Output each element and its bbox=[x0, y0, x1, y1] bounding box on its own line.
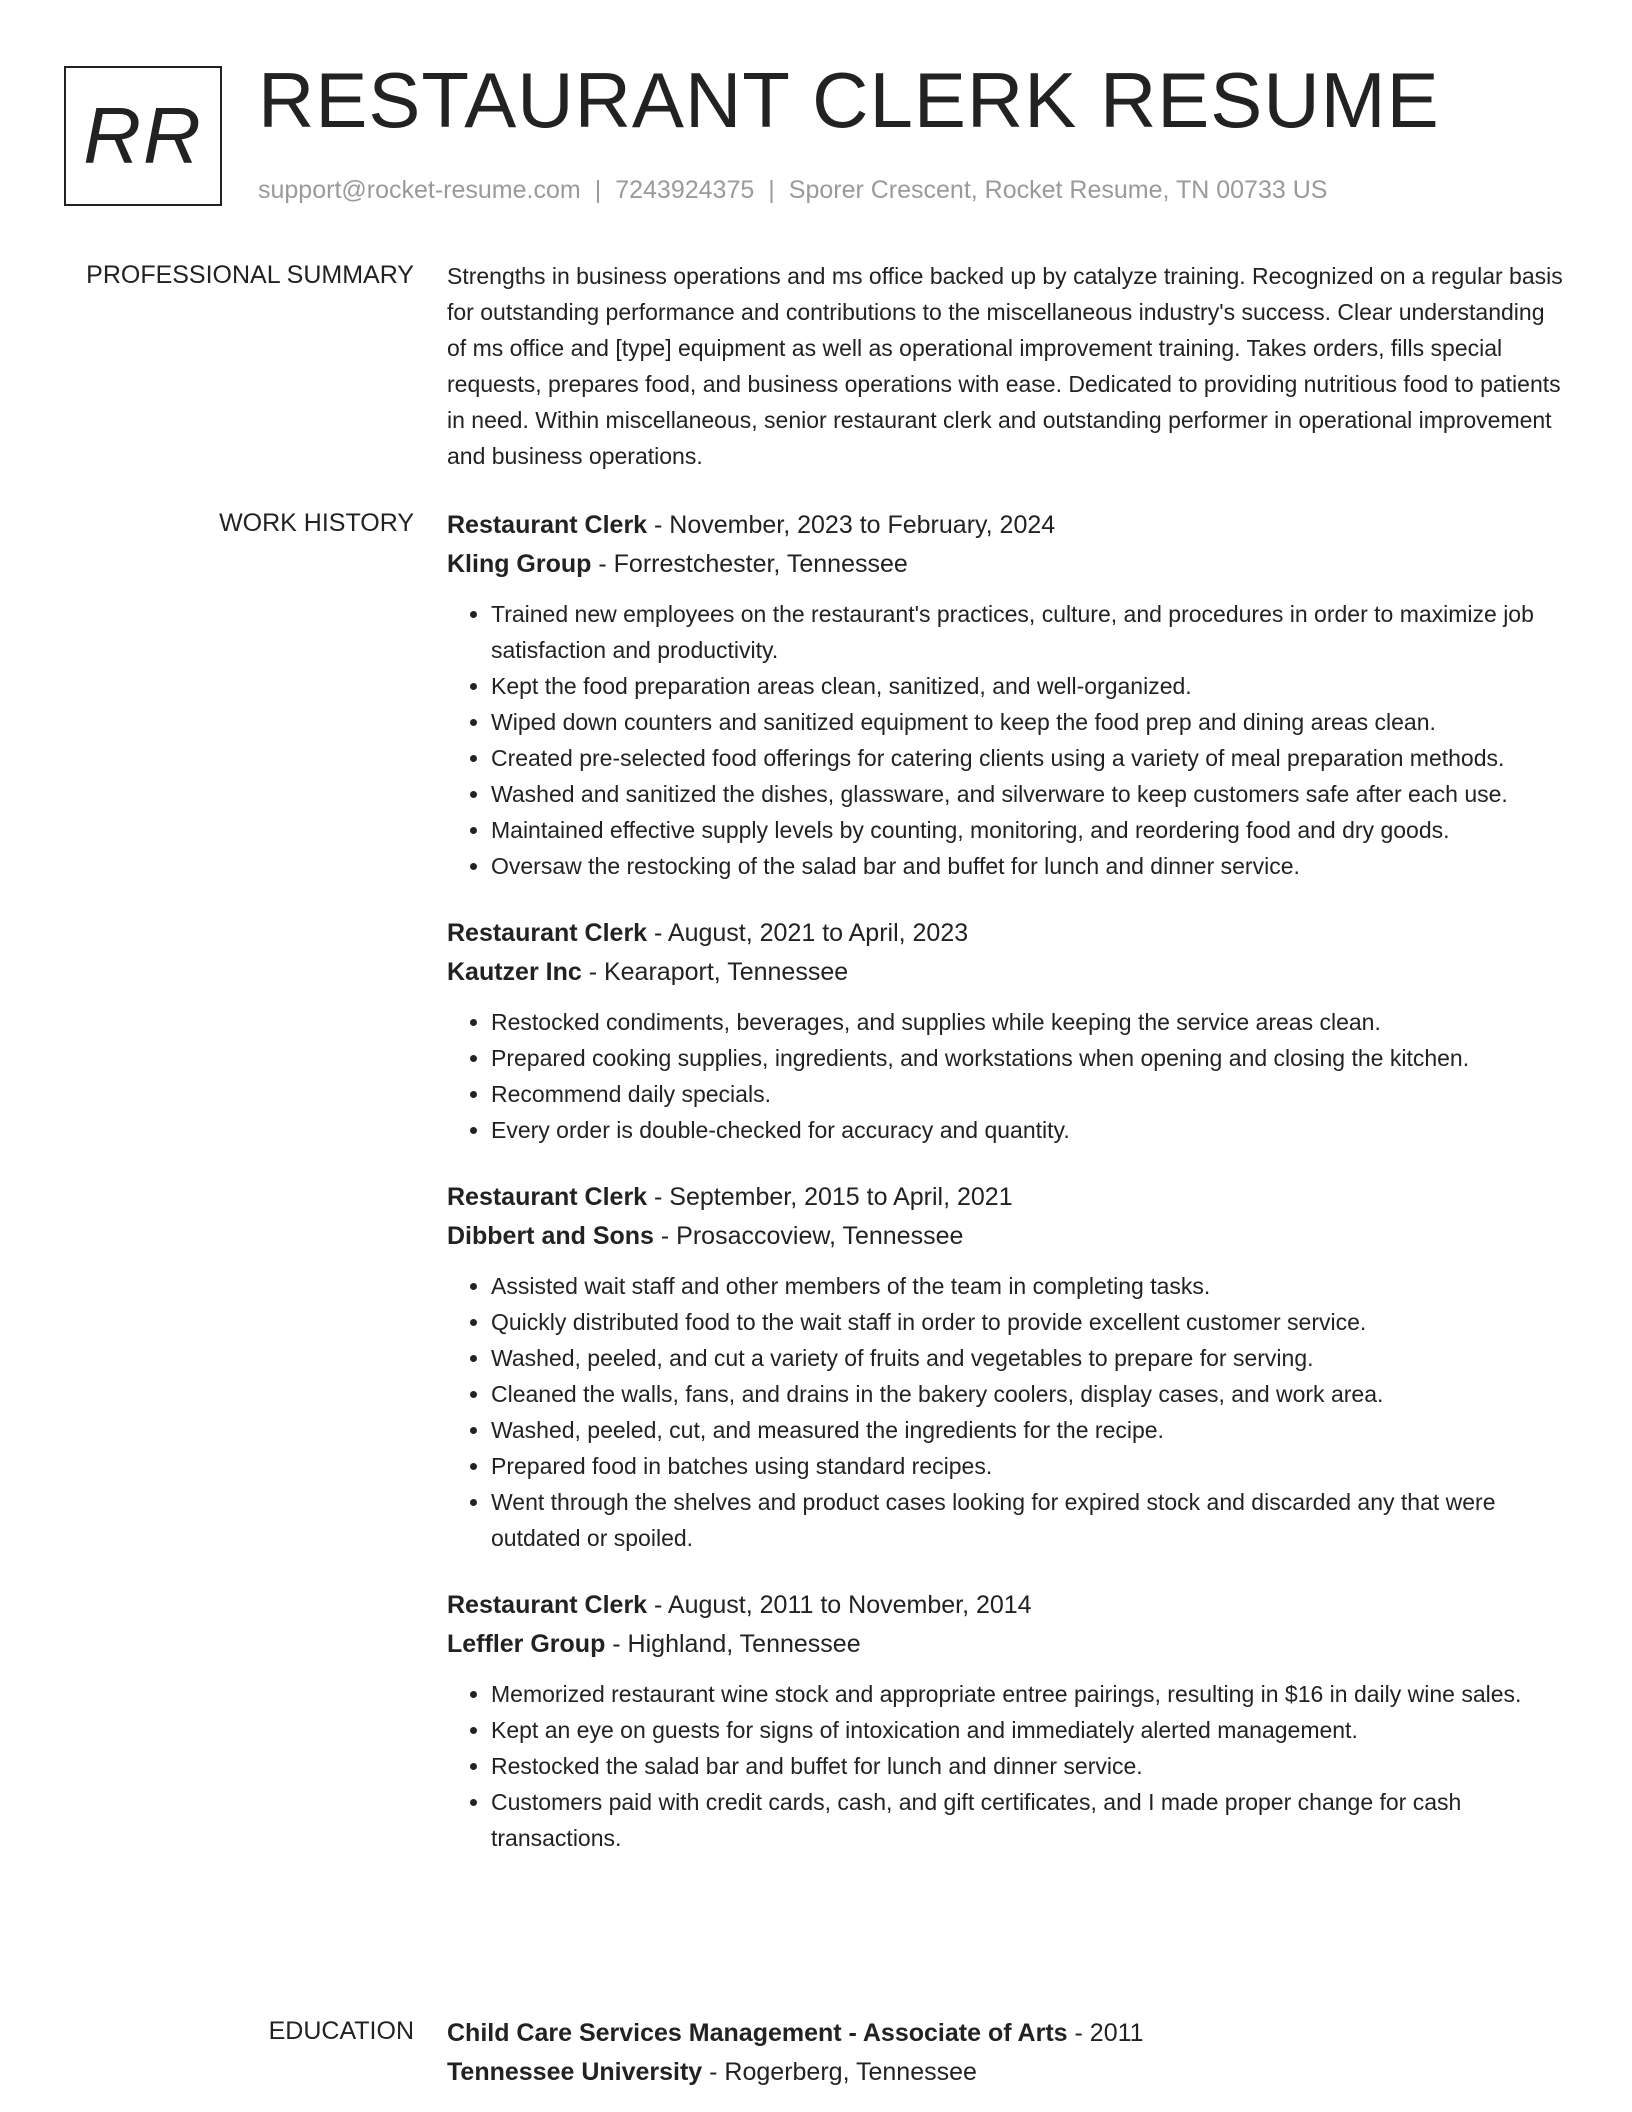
work-history-body bbox=[447, 506, 1567, 1886]
job-location: - Highland, Tennessee bbox=[605, 1630, 861, 1658]
job-bullet: • Quickly distributed food to the wait staff in order to provide excellent customer service. bbox=[491, 1304, 1567, 1340]
job-dates: - August, 2021 to April, 2023 bbox=[647, 919, 969, 947]
job-bullets bbox=[447, 1004, 1567, 1148]
job-bullet: • Cleaned the walls, fans, and drains in the bakery coolers, display cases, and work area. bbox=[491, 1376, 1567, 1412]
contact-address: Sporer Crescent, Rocket Resume, TN 00733 US bbox=[788, 176, 1328, 204]
job-bullet: • Went through the shelves and product cases looking for expired stock and discarded any that were outdated or spoiled. bbox=[491, 1484, 1567, 1556]
job-location: - Prosaccoview, Tennessee bbox=[653, 1222, 964, 1250]
job-bullet: • Memorized restaurant wine stock and appropriate entree pairings, resulting in $16 in daily wine sales. bbox=[491, 1676, 1567, 1712]
job-entry bbox=[447, 914, 1567, 1148]
job-location: - Kearaport, Tennessee bbox=[581, 958, 849, 986]
job-company: Dibbert and Sons bbox=[447, 1222, 654, 1250]
summary-text: Strengths in business operations and ms office backed up by catalyze training. Recognized on a regular basis for outstanding performance and contributions to the miscellaneous industry's success. Clear understanding of ms office and [type] equipment as well as operational improvement training. Takes orders, fills special requests, prepares food, and business operations with ease. Dedicated to providing nutritious food to patients in need. Within miscellaneous, senior restaurant clerk and outstanding performer in operational improvement and business operations. bbox=[447, 263, 1563, 469]
job-bullet: • Maintained effective supply levels by counting, monitoring, and reordering food and dry goods. bbox=[491, 812, 1567, 848]
job-entry bbox=[447, 1178, 1567, 1556]
job-location: - Forrestchester, Tennessee bbox=[591, 550, 908, 578]
job-bullet: • Created pre-selected food offerings for catering clients using a variety of meal preparation methods. bbox=[491, 740, 1567, 776]
job-entry bbox=[447, 1586, 1567, 1856]
job-dates: - November, 2023 to February, 2024 bbox=[647, 511, 1056, 539]
job-entry bbox=[447, 506, 1567, 884]
job-bullets bbox=[447, 1268, 1567, 1556]
education-year: - 2011 bbox=[1067, 2019, 1144, 2047]
job-title: Restaurant Clerk bbox=[447, 511, 648, 539]
job-bullet: • Assisted wait staff and other members of the team in completing tasks. bbox=[491, 1268, 1567, 1304]
job-bullet: • Prepared food in batches using standard recipes. bbox=[491, 1448, 1567, 1484]
contact-email: support@rocket-resume.com bbox=[258, 176, 581, 204]
monogram-logo: RR bbox=[64, 66, 222, 206]
job-bullet: • Recommend daily specials. bbox=[491, 1076, 1567, 1112]
job-title: Restaurant Clerk bbox=[447, 1183, 648, 1211]
job-bullet: • Customers paid with credit cards, cash, and gift certificates, and I made proper change for cash transactions. bbox=[491, 1784, 1567, 1856]
education-degree: Child Care Services Management - Associate of Arts bbox=[447, 2019, 1068, 2047]
job-bullets bbox=[447, 596, 1567, 884]
job-bullet: • Trained new employees on the restaurant's practices, culture, and procedures in order to maximize job satisfaction and productivity. bbox=[491, 596, 1567, 668]
summary-body bbox=[447, 258, 1567, 474]
job-company-line bbox=[447, 953, 1567, 992]
job-bullet: • Every order is double-checked for accuracy and quantity. bbox=[491, 1112, 1567, 1148]
job-bullets bbox=[447, 1676, 1567, 1856]
job-company: Leffler Group bbox=[447, 1630, 606, 1658]
contact-phone: 7243924375 bbox=[615, 176, 755, 204]
job-bullet: • Wiped down counters and sanitized equipment to keep the food prep and dining areas clean. bbox=[491, 704, 1567, 740]
section-label-work-history: WORK HISTORY bbox=[219, 509, 414, 537]
job-bullet: • Kept the food preparation areas clean, sanitized, and well-organized. bbox=[491, 668, 1567, 704]
job-company-line bbox=[447, 545, 1567, 584]
job-dates: - August, 2011 to November, 2014 bbox=[647, 1591, 1032, 1619]
education-school-line bbox=[447, 2053, 1567, 2092]
job-title-line bbox=[447, 506, 1567, 545]
job-title-line bbox=[447, 1178, 1567, 1217]
job-company: Kautzer Inc bbox=[447, 958, 582, 986]
education-degree-line bbox=[447, 2014, 1567, 2053]
job-title-line bbox=[447, 914, 1567, 953]
job-company-line bbox=[447, 1217, 1567, 1256]
section-label-summary: PROFESSIONAL SUMMARY bbox=[86, 261, 414, 289]
contact-line bbox=[258, 176, 1327, 205]
section-label-education: EDUCATION bbox=[268, 2017, 414, 2045]
education-school: Tennessee University bbox=[447, 2058, 703, 2086]
job-company: Kling Group bbox=[447, 550, 592, 578]
job-company-line bbox=[447, 1625, 1567, 1664]
job-bullet: • Oversaw the restocking of the salad bar and buffet for lunch and dinner service. bbox=[491, 848, 1567, 884]
job-title: Restaurant Clerk bbox=[447, 919, 648, 947]
job-bullet: • Prepared cooking supplies, ingredients, and workstations when opening and closing the kitchen. bbox=[491, 1040, 1567, 1076]
job-title: Restaurant Clerk bbox=[447, 1591, 648, 1619]
education-body bbox=[447, 2014, 1567, 2092]
contact-separator: | bbox=[594, 176, 602, 204]
job-bullet: • Washed and sanitized the dishes, glassware, and silverware to keep customers safe after each use. bbox=[491, 776, 1567, 812]
contact-separator: | bbox=[768, 176, 775, 204]
page-title: RESTAURANT CLERK RESUME bbox=[258, 56, 1440, 144]
job-bullet: • Kept an eye on guests for signs of intoxication and immediately alerted management. bbox=[491, 1712, 1567, 1748]
education-location: - Rogerberg, Tennessee bbox=[702, 2058, 977, 2086]
job-title-line bbox=[447, 1586, 1567, 1625]
job-bullet: • Washed, peeled, cut, and measured the ingredients for the recipe. bbox=[491, 1412, 1567, 1448]
job-dates: - September, 2015 to April, 2021 bbox=[647, 1183, 1013, 1211]
job-bullet: • Washed, peeled, and cut a variety of fruits and vegetables to prepare for serving. bbox=[491, 1340, 1567, 1376]
job-bullet: • Restocked condiments, beverages, and supplies while keeping the service areas clean. bbox=[491, 1004, 1567, 1040]
job-bullet: • Restocked the salad bar and buffet for lunch and dinner service. bbox=[491, 1748, 1567, 1784]
